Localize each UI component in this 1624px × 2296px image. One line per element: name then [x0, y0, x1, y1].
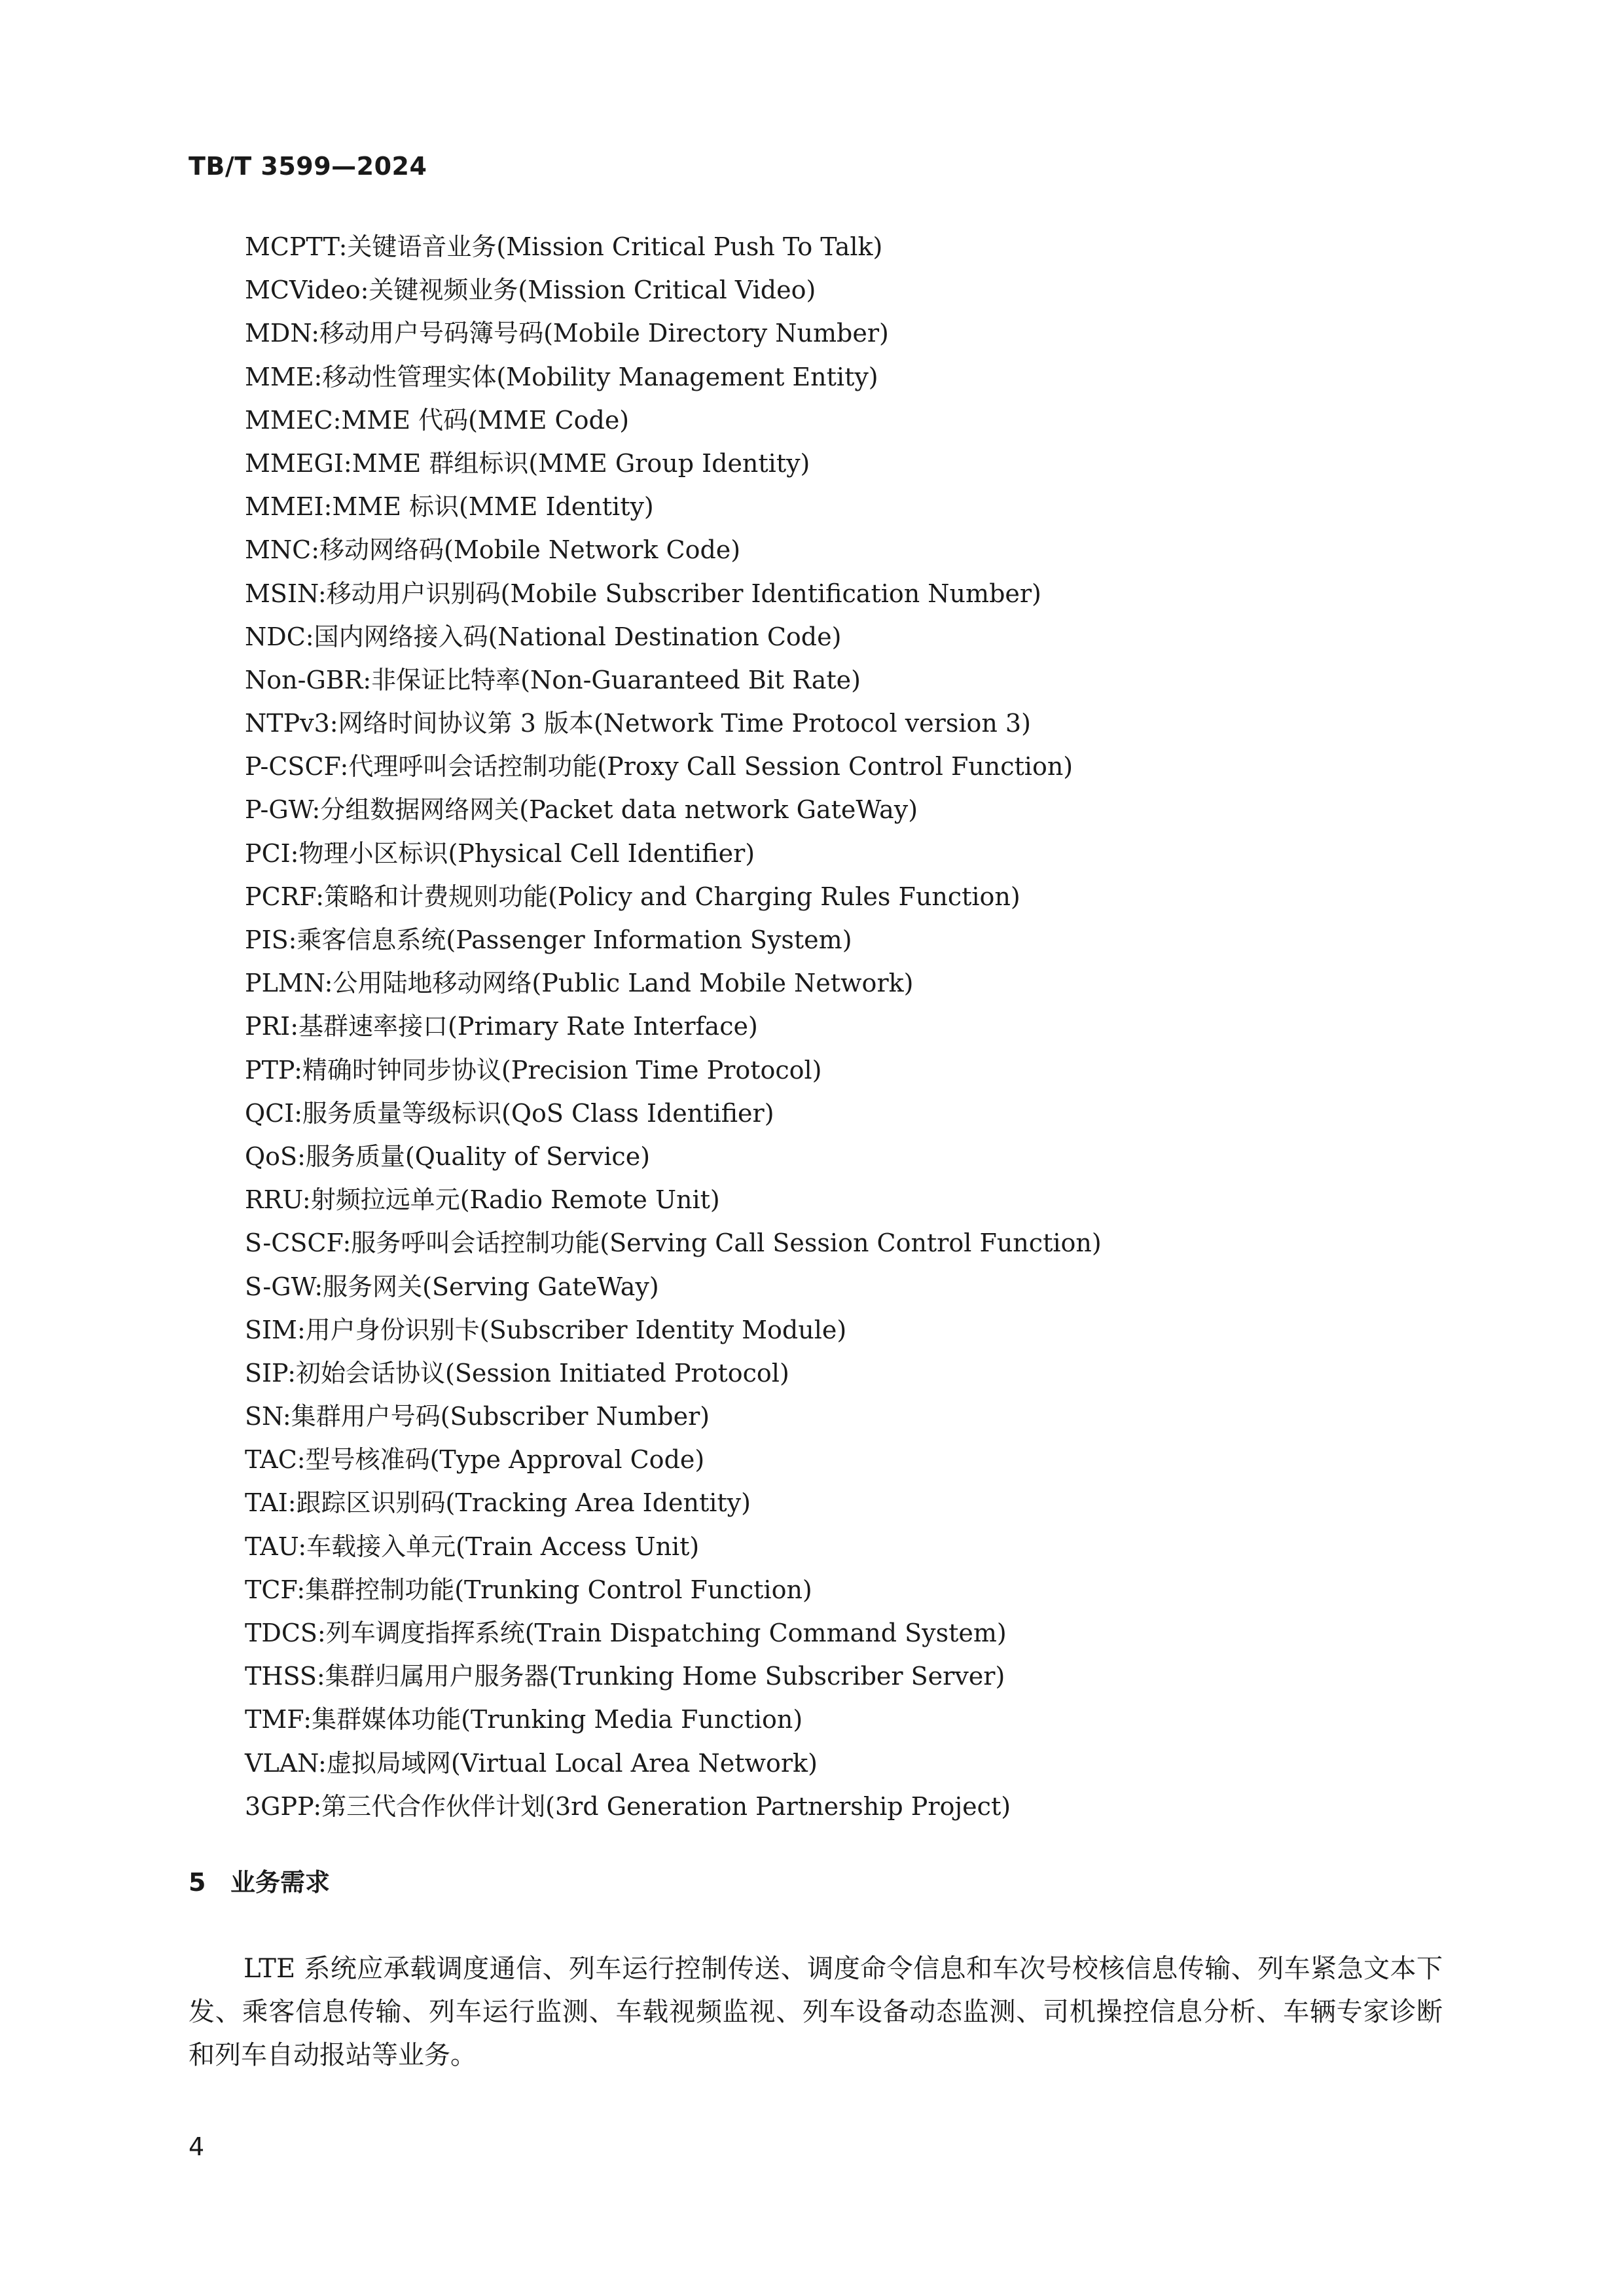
- abbreviation-entry: 3GPP:第三代合作伙伴计划(3rd Generation Partnership Project): [245, 1791, 1011, 1821]
- abbreviation-entry: SN:集群用户号码(Subscriber Number): [245, 1402, 710, 1431]
- abbreviation-entry: MMEGI:MME 群组标识(MME Group Identity): [245, 448, 810, 478]
- section-title: 业务需求: [230, 1868, 331, 1897]
- abbreviation-entry: THSS:集群归属用户服务器(Trunking Home Subscriber Server): [245, 1662, 1005, 1691]
- abbreviation-entry: PRI:基群速率接口(Primary Rate Interface): [245, 1012, 758, 1041]
- abbreviation-entry: QoS:服务质量(Quality of Service): [245, 1141, 651, 1171]
- abbreviation-entry: MNC:移动网络码(Mobile Network Code): [245, 535, 741, 565]
- standard-code-header: TB/T 3599—2024: [189, 152, 427, 181]
- abbreviation-entry: PCRF:策略和计费规则功能(Policy and Charging Rules Function): [245, 882, 1020, 911]
- abbreviation-entry: PCI:物理小区标识(Physical Cell Identifier): [245, 838, 755, 868]
- abbreviation-entry: PTP:精确时钟同步协议(Precision Time Protocol): [245, 1055, 822, 1085]
- abbreviation-entry: TAI:跟踪区识别码(Tracking Area Identity): [245, 1488, 751, 1518]
- abbreviation-entry: TDCS:列车调度指挥系统(Train Dispatching Command System): [245, 1619, 1007, 1647]
- abbreviation-entry: NDC:国内网络接入码(National Destination Code): [245, 622, 842, 651]
- abbreviation-entry: PLMN:公用陆地移动网络(Public Land Mobile Network): [245, 969, 914, 998]
- abbreviation-entry: TMF:集群媒体功能(Trunking Media Function): [245, 1705, 803, 1734]
- abbreviation-entry: MMEC:MME 代码(MME Code): [245, 405, 630, 435]
- abbreviation-entry: TCF:集群控制功能(Trunking Control Function): [245, 1575, 812, 1604]
- abbreviation-entry: MME:移动性管理实体(Mobility Management Entity): [245, 362, 878, 391]
- section-number: 5: [189, 1868, 206, 1897]
- abbreviation-entry: NTPv3:网络时间协议第 3 版本(Network Time Protocol version 3): [245, 709, 1031, 738]
- abbreviation-entry: PIS:乘客信息系统(Passenger Information System): [245, 925, 852, 954]
- abbreviation-entry: MCVideo:关键视频业务(Mission Critical Video): [245, 276, 816, 305]
- body-paragraph: LTE 系统应承载调度通信、列车运行控制传送、调度命令信息和车次号校核信息传输、列车紧急文本下发、乘客信息传输、列车运行监测、车载视频监视、列车设备动态监测、司机操控信息分析、车辆专家诊断和列车自动报站等业务。: [189, 1954, 1443, 2070]
- abbreviation-entry: S-GW:服务网关(Serving GateWay): [245, 1272, 659, 1301]
- abbreviation-entry: P-CSCF:代理呼叫会话控制功能(Proxy Call Session Control Function): [245, 752, 1074, 781]
- abbreviation-entry: VLAN:虚拟局域网(Virtual Local Area Network): [245, 1748, 818, 1778]
- abbreviation-entry: TAC:型号核准码(Type Approval Code): [245, 1445, 705, 1475]
- abbreviation-entry: MSIN:移动用户识别码(Mobile Subscriber Identification Number): [245, 579, 1041, 608]
- page-number: 4: [189, 2132, 205, 2161]
- abbreviation-entry: SIM:用户身份识别卡(Subscriber Identity Module): [245, 1315, 847, 1344]
- abbreviation-entry: S-CSCF:服务呼叫会话控制功能(Serving Call Session Control Function): [245, 1229, 1102, 1258]
- abbreviation-entry: MCPTT:关键语音业务(Mission Critical Push To Talk): [245, 232, 883, 261]
- section-heading: [189, 1862, 330, 1898]
- abbreviation-entry: Non-GBR:非保证比特率(Non-Guaranteed Bit Rate): [245, 665, 861, 694]
- abbreviation-entry: RRU:射频拉远单元(Radio Remote Unit): [245, 1185, 720, 1215]
- abbreviation-entry: SIP:初始会话协议(Session Initiated Protocol): [245, 1358, 789, 1388]
- abbreviation-entry: QCI:服务质量等级标识(QoS Class Identifier): [245, 1098, 774, 1128]
- abbreviation-list: [245, 225, 1102, 1828]
- abbreviation-entry: MDN:移动用户号码簿号码(Mobile Directory Number): [245, 319, 889, 348]
- abbreviation-entry: TAU:车载接入单元(Train Access Unit): [245, 1532, 700, 1561]
- abbreviation-entry: P-GW:分组数据网络网关(Packet data network GateWay): [245, 795, 918, 825]
- abbreviation-entry: MMEI:MME 标识(MME Identity): [245, 492, 654, 522]
